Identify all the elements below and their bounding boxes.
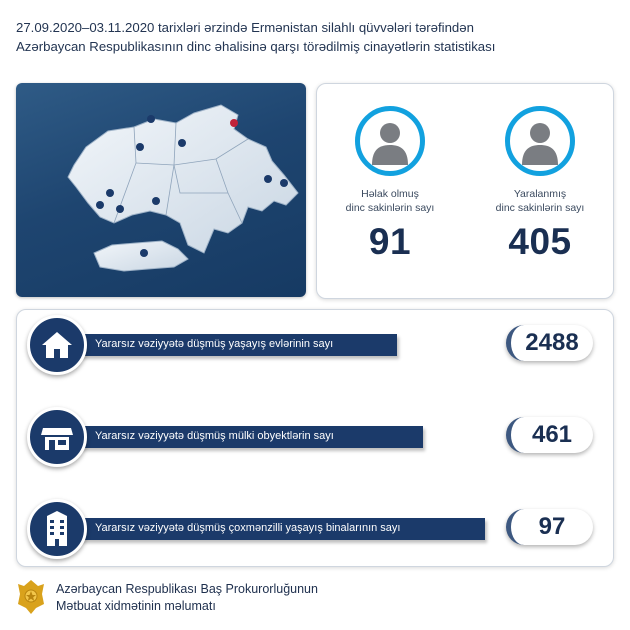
- wounded-label-line-2: dinc sakinlərin sayı: [495, 202, 585, 214]
- wounded-label: [470, 187, 610, 215]
- damage-row-apartment-buildings: [17, 494, 613, 564]
- row-label: Yararsız vəziyyətə düşmüş çoxmənzilli yaşayış binalarının sayı: [95, 522, 401, 534]
- wounded-label-line-1: Yaralanmış: [513, 188, 567, 200]
- house-icon: [27, 315, 87, 375]
- damage-stats-panel: [16, 309, 614, 567]
- row-value: 461: [506, 417, 593, 453]
- killed-label-line-2: dinc sakinlərin sayı: [345, 202, 435, 214]
- person-icon: [505, 106, 575, 176]
- row-value: 97: [506, 509, 593, 545]
- person-icon: [355, 106, 425, 176]
- damage-row-houses: [17, 310, 613, 380]
- casualty-stats-card: [316, 83, 614, 299]
- page-header: [16, 18, 616, 56]
- map-nakhchivan: [94, 241, 188, 271]
- prosecutor-emblem-icon: [16, 578, 46, 616]
- map-mainland: [68, 105, 298, 253]
- killed-label-line-1: Həlak olmuş: [361, 188, 419, 200]
- map-graphic: [16, 83, 306, 297]
- azerbaijan-map: [16, 83, 306, 297]
- damage-row-civil-objects: [17, 402, 613, 472]
- footer-line-1: Azərbaycan Respublikası Baş Prokurorluğunun: [56, 582, 318, 596]
- footer-source: [16, 578, 416, 618]
- wounded-stat: [470, 106, 610, 263]
- killed-label: [320, 187, 460, 215]
- footer-line-2: Mətbuat xidmətinin məlumatı: [56, 599, 216, 613]
- wounded-count: 405: [508, 221, 572, 262]
- footer-text: [56, 581, 318, 615]
- killed-stat: [320, 106, 460, 263]
- header-line-1: 27.09.2020–03.11.2020 tarixləri ərzində Ermənistan silahlı qüvvələri tərəfindən: [16, 20, 474, 35]
- header-line-2: Azərbaycan Respublikasının dinc əhalisinə qarşı törədilmiş cinayətlərin statistikası: [16, 39, 496, 54]
- building-icon: [27, 499, 87, 559]
- killed-count: 91: [368, 221, 412, 262]
- row-value: 2488: [506, 325, 593, 361]
- row-label: Yararsız vəziyyətə düşmüş yaşayış evlərinin sayı: [95, 338, 334, 350]
- row-label: Yararsız vəziyyətə düşmüş mülki obyektlərin sayı: [95, 430, 334, 442]
- shop-icon: [27, 407, 87, 467]
